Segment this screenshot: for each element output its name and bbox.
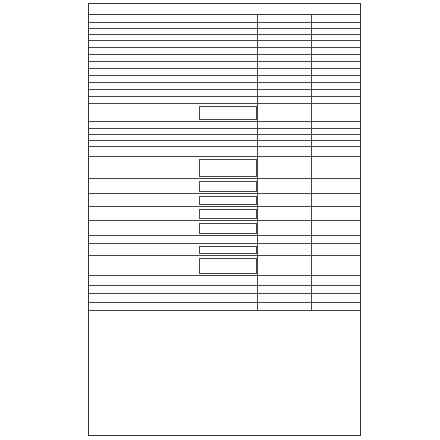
sub-cell-group: [199, 209, 257, 219]
table-row: [89, 122, 360, 129]
table-row: [89, 104, 360, 122]
table-row: [89, 236, 360, 244]
table-row: [89, 41, 360, 48]
table-row: [89, 55, 360, 62]
table-row: [89, 179, 360, 194]
table-row: [89, 147, 360, 157]
table-row: [89, 69, 360, 76]
table-row: [89, 62, 360, 69]
table-row: [89, 97, 360, 104]
sub-cell-group: [199, 181, 257, 192]
sub-cell-group: [199, 196, 257, 205]
table-row: [89, 157, 360, 179]
sub-cell-group: [199, 159, 257, 177]
table-row: [89, 286, 360, 294]
table-row: [89, 303, 360, 311]
table-row: [89, 207, 360, 221]
table-row: [89, 294, 360, 303]
table-row: [89, 256, 360, 276]
table-row: [89, 76, 360, 83]
sub-cell-group: [199, 223, 257, 234]
sub-cell-group: [199, 246, 257, 254]
table-row: [89, 194, 360, 207]
table-row: [89, 83, 360, 90]
product-information-sheet: [88, 3, 361, 436]
sub-cell-group: [199, 258, 257, 274]
header-row: [89, 14, 360, 23]
table-row: [89, 48, 360, 55]
table-row: [89, 221, 360, 236]
table-row: [89, 244, 360, 256]
sub-cell-group: [199, 106, 257, 120]
table-row: [89, 90, 360, 97]
table-row: [89, 276, 360, 286]
